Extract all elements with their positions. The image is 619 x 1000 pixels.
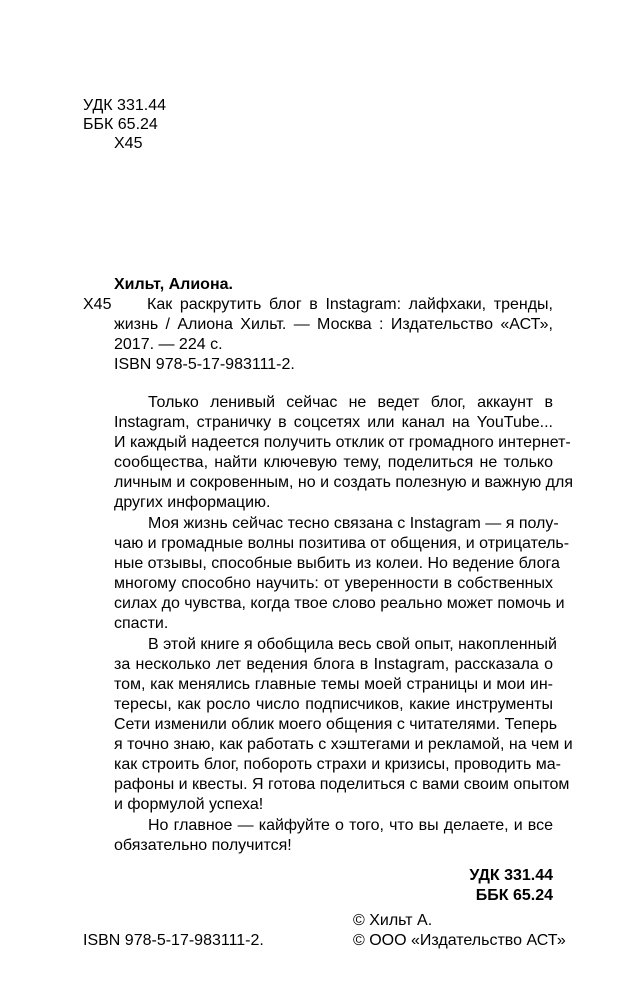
annotation-line: спасти. — [114, 615, 169, 632]
annotation-line: других информацию. — [114, 494, 271, 511]
annotation-line: И каждый надеется получить отклик от громадного интернет- — [114, 434, 571, 451]
annotation-line: Моя жизнь сейчас тесно связана с Instagram — я полу- — [148, 515, 559, 532]
annotation-line: Только ленивый сейчас не ведет блог, аккаунт в — [148, 394, 553, 411]
record-author-sign: Х45 — [83, 296, 112, 313]
annotation-line: Instagram, страничку в соцсетях или канал на YouTube... — [114, 414, 553, 431]
annotation-line: Но главное — кайфуйте о того, что вы делаете, и все — [148, 817, 553, 834]
title-line: жизнь / Алиона Хильт. — Москва : Издательство «АСТ», — [114, 316, 553, 333]
annotation-line: том, как менялись главные темы моей страницы и мои ин- — [114, 676, 553, 693]
annotation-line: тересы, как росло число подписчиков, какие инструменты — [114, 696, 553, 713]
annotation-line: многому способно научить: от уверенности в собственных — [114, 575, 553, 592]
annotation-line: обязательно получится! — [114, 837, 292, 854]
annotation-line: ные отзывы, способные выбить из колеи. Но ведение блога — [114, 555, 560, 572]
classification-udk: УДК 331.44 — [469, 867, 553, 884]
annotation-line: за несколько лет ведения блога в Instagram, рассказала о — [114, 656, 553, 673]
annotation-line: личным и сокровенным, но и создать полезную и важную для — [114, 474, 573, 491]
title-line: 2017. — 224 с. — [114, 336, 223, 353]
author-heading: Хильт, Алиона. — [114, 276, 233, 293]
classification-bbk: ББК 65.24 — [475, 887, 553, 904]
annotation-line: рафоны и квесты. Я готова поделиться с вами своим опытом — [114, 776, 570, 793]
header-author-sign: Х45 — [114, 135, 143, 152]
annotation-line: В этой книге я обобщила весь свой опыт, накопленный — [148, 636, 557, 653]
annotation-line: чаю и громадные волны позитива от общения, и отрицатель- — [114, 535, 570, 552]
annotation-line: и формулой успеха! — [114, 796, 264, 813]
copyright-publisher: © ООО «Издательство АСТ» — [353, 932, 566, 949]
annotation-line: как строить блог, побороть страхи и кризисы, проводить ма- — [114, 756, 562, 773]
record-isbn: ISBN 978-5-17-983111-2. — [114, 356, 295, 373]
footer-isbn: ISBN 978-5-17-983111-2. — [83, 932, 264, 949]
annotation-line: Сети изменили облик моего общения с читателями. Теперь — [114, 716, 558, 733]
copyright-author: © Хильт А. — [353, 912, 433, 929]
annotation-line: силах до чувства, когда твое слово реально может помочь и — [114, 595, 565, 612]
annotation-line: я точно знаю, как работать с хэштегами и рекламой, на чем и — [114, 736, 573, 753]
header-bbk: ББК 65.24 — [83, 116, 158, 133]
annotation-line: сообщества, найти ключевую тему, поделиться не только — [114, 454, 553, 471]
title-line: Как раскрутить блог в Instagram: лайфхаки, тренды, — [147, 296, 553, 313]
header-udk: УДК 331.44 — [83, 97, 166, 114]
